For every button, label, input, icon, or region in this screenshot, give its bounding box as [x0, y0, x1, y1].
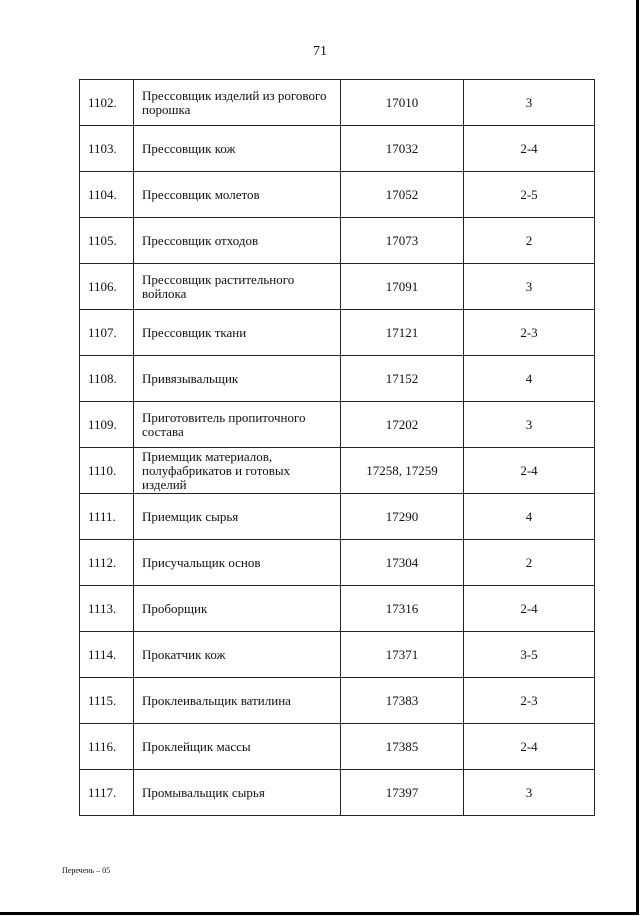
row-number-cell: 1104.	[80, 172, 134, 218]
row-number-cell: 1114.	[80, 632, 134, 678]
profession-code-cell: 17397	[341, 770, 464, 816]
grade-range-cell: 2-3	[464, 678, 595, 724]
profession-code-cell: 17371	[341, 632, 464, 678]
profession-name-cell: Прессовщик молетов	[134, 172, 341, 218]
table-row	[80, 402, 595, 448]
grade-range-cell: 4	[464, 494, 595, 540]
grade-range-cell: 2	[464, 540, 595, 586]
profession-table	[79, 79, 595, 816]
profession-code-cell: 17121	[341, 310, 464, 356]
profession-code-cell: 17316	[341, 586, 464, 632]
row-number-cell: 1109.	[80, 402, 134, 448]
row-number-cell: 1106.	[80, 264, 134, 310]
profession-name-cell: Привязывальщик	[134, 356, 341, 402]
row-number-cell: 1116.	[80, 724, 134, 770]
profession-code-cell: 17383	[341, 678, 464, 724]
grade-range-cell: 2-4	[464, 126, 595, 172]
row-number-cell: 1102.	[80, 80, 134, 126]
table-row	[80, 540, 595, 586]
table-row	[80, 770, 595, 816]
grade-range-cell: 2-4	[464, 724, 595, 770]
grade-range-cell: 3-5	[464, 632, 595, 678]
table-row	[80, 264, 595, 310]
grade-range-cell: 4	[464, 356, 595, 402]
table-row	[80, 218, 595, 264]
table-row	[80, 632, 595, 678]
table-row	[80, 678, 595, 724]
profession-name-cell: Промывальщик сырья	[134, 770, 341, 816]
table-body	[80, 80, 595, 816]
page-number: 71	[313, 44, 327, 59]
row-number-cell: 1111.	[80, 494, 134, 540]
table-row	[80, 126, 595, 172]
profession-code-cell: 17304	[341, 540, 464, 586]
profession-name-cell: Прессовщик изделий из рогового порошка	[134, 80, 341, 126]
profession-code-cell: 17052	[341, 172, 464, 218]
row-number-cell: 1103.	[80, 126, 134, 172]
row-number-cell: 1112.	[80, 540, 134, 586]
page-footer: Перечень – 05	[62, 866, 111, 875]
profession-name-cell: Проклейщик массы	[134, 724, 341, 770]
profession-code-cell: 17258, 17259	[341, 448, 464, 494]
table-row	[80, 494, 595, 540]
profession-code-cell: 17385	[341, 724, 464, 770]
profession-name-cell: Прессовщик растительного войлока	[134, 264, 341, 310]
profession-name-cell: Приготовитель пропиточного состава	[134, 402, 341, 448]
row-number-cell: 1108.	[80, 356, 134, 402]
grade-range-cell: 3	[464, 402, 595, 448]
table-row	[80, 448, 595, 494]
table-row	[80, 80, 595, 126]
row-number-cell: 1110.	[80, 448, 134, 494]
grade-range-cell: 3	[464, 770, 595, 816]
profession-name-cell: Присучальщик основ	[134, 540, 341, 586]
profession-code-cell: 17010	[341, 80, 464, 126]
profession-name-cell: Проборщик	[134, 586, 341, 632]
table-row	[80, 356, 595, 402]
grade-range-cell: 3	[464, 264, 595, 310]
grade-range-cell: 2-5	[464, 172, 595, 218]
table-row	[80, 586, 595, 632]
profession-name-cell: Прокатчик кож	[134, 632, 341, 678]
grade-range-cell: 2-4	[464, 586, 595, 632]
profession-name-cell: Прессовщик кож	[134, 126, 341, 172]
profession-name-cell: Проклеивальщик ватилина	[134, 678, 341, 724]
table-row	[80, 724, 595, 770]
grade-range-cell: 2-4	[464, 448, 595, 494]
table-row	[80, 310, 595, 356]
profession-name-cell: Приемщик сырья	[134, 494, 341, 540]
row-number-cell: 1115.	[80, 678, 134, 724]
profession-code-cell: 17152	[341, 356, 464, 402]
profession-code-cell: 17073	[341, 218, 464, 264]
grade-range-cell: 3	[464, 80, 595, 126]
row-number-cell: 1105.	[80, 218, 134, 264]
row-number-cell: 1107.	[80, 310, 134, 356]
table-row	[80, 172, 595, 218]
profession-code-cell: 17032	[341, 126, 464, 172]
profession-name-cell: Приемщик материалов, полуфабрикатов и готовых изделий	[134, 448, 341, 494]
row-number-cell: 1113.	[80, 586, 134, 632]
grade-range-cell: 2-3	[464, 310, 595, 356]
grade-range-cell: 2	[464, 218, 595, 264]
profession-name-cell: Прессовщик отходов	[134, 218, 341, 264]
profession-code-cell: 17091	[341, 264, 464, 310]
profession-code-cell: 17202	[341, 402, 464, 448]
profession-code-cell: 17290	[341, 494, 464, 540]
profession-name-cell: Прессовщик ткани	[134, 310, 341, 356]
row-number-cell: 1117.	[80, 770, 134, 816]
